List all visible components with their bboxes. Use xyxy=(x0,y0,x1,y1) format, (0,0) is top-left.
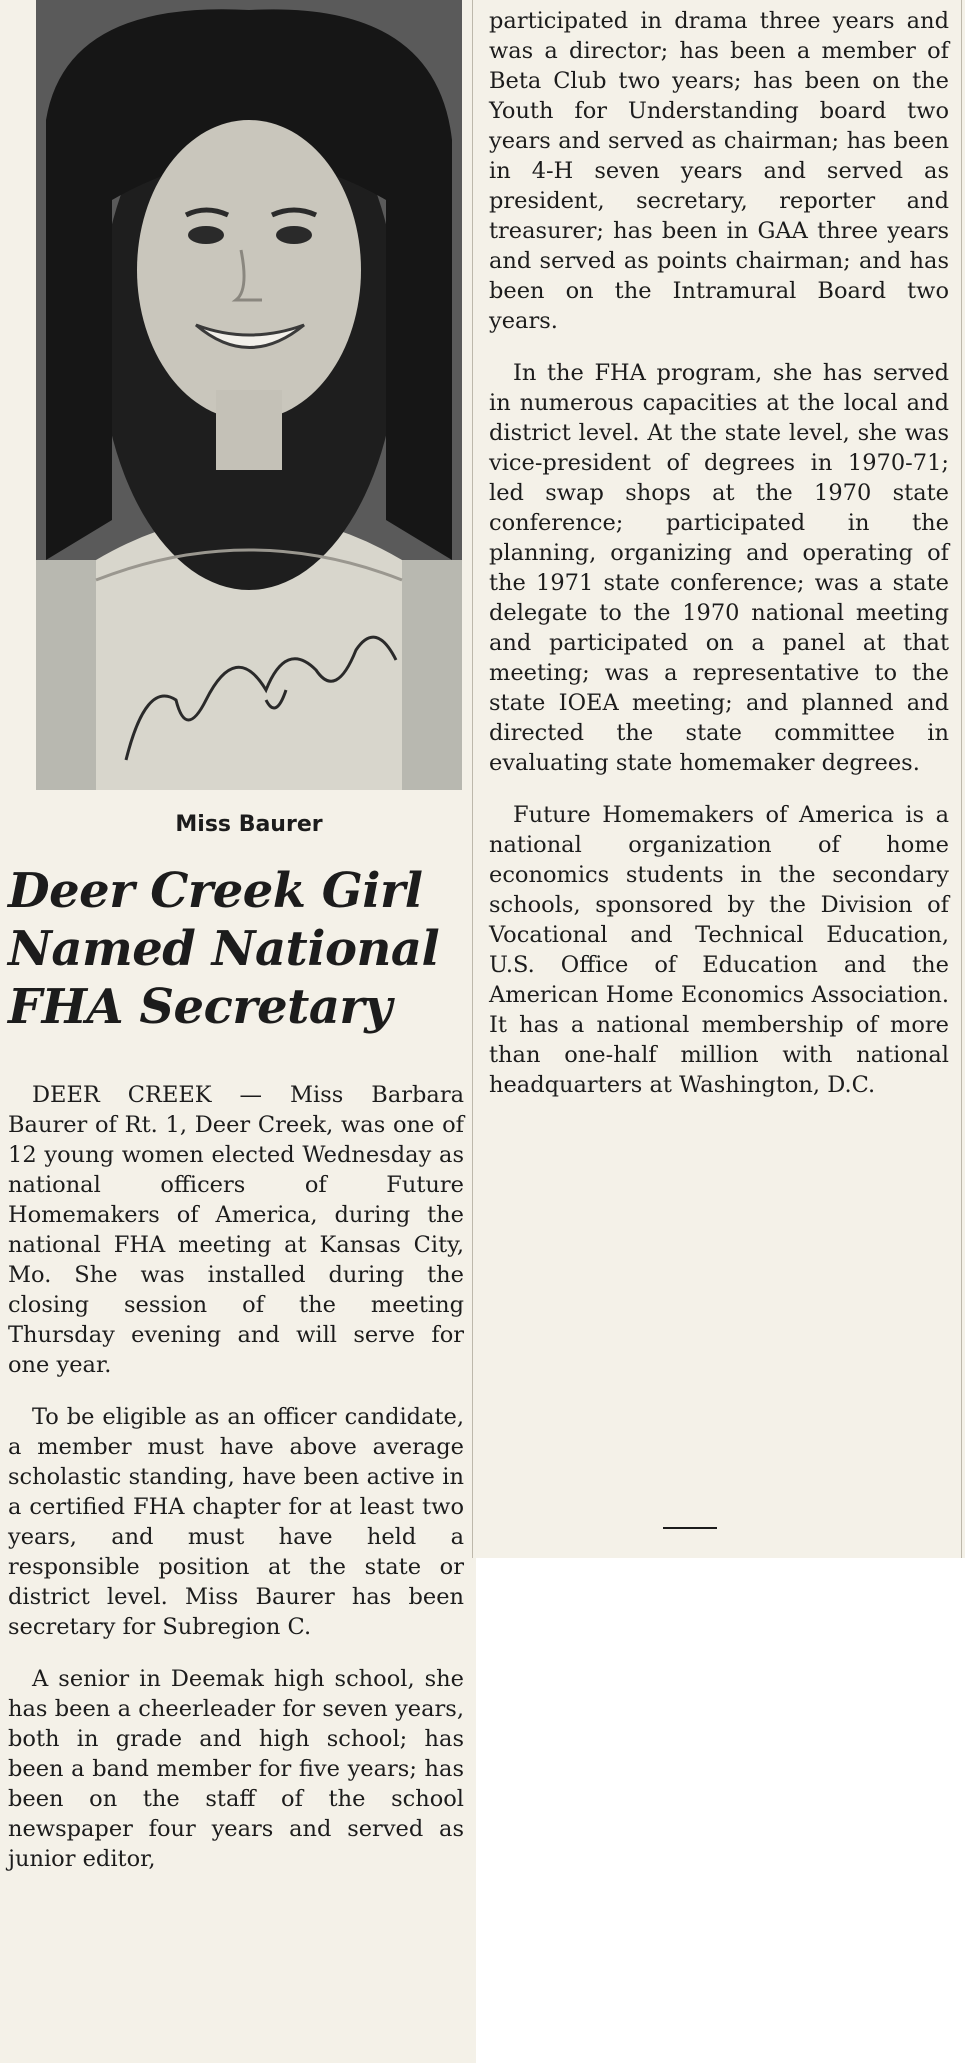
article-headline: Deer Creek Girl Named National FHA Secretary xyxy=(8,863,440,1035)
end-rule xyxy=(663,1527,717,1529)
portrait-image xyxy=(36,0,462,790)
article-body-left xyxy=(8,1080,464,1896)
paragraph: Future Homemakers of America is a national organization of home economics students in the secondary schools, sponsored by the Division of Vocational and Technical Education, U.S. Office of Education and the American Home Economics Association. It has a national membership of more than one-half million with national headquarters at Washington, D.C. xyxy=(489,802,949,1098)
paragraph: To be eligible as an officer candidate, a member must have above average scholastic standing, have been active in a certified FHA chapter for at least two years, and must have held a responsible position at the state or district level. Miss Baurer has been secretary for Subregion C. xyxy=(8,1404,464,1640)
left-column xyxy=(0,0,472,2063)
blank-area xyxy=(476,1558,965,2063)
article-body-right xyxy=(489,6,949,1122)
paragraph: In the FHA program, she has served in numerous capacities at the local and district level. At the state level, she was vice-president of degrees in 1970-71; led swap shops at the 1970 state conference; participated in the planning, organizing and operating of the 1971 state conference; was a state delegate to the 1970 national meeting and participated on a panel at that meeting; was a representative to the state IOEA meeting; and planned and directed the state committee in evaluating state homemaker degrees. xyxy=(489,360,949,776)
paragraph: DEER CREEK — Miss Barbara Baurer of Rt. 1, Deer Creek, was one of 12 young women elected Wednesday as national officers of Future Homemakers of America, during the national FHA meeting at Kansas City, Mo. She was installed during the closing session of the meeting Thursday evening and will serve for one year. xyxy=(8,1082,464,1378)
paragraph: participated in drama three years and was a director; has been a member of Beta Club two years; has been on the Youth for Understanding board two years and served as chairman; has been in 4-H seven years and served as president, secretary, reporter and treasurer; has been in GAA three years and served as points chairman; and has been on the Intramural Board two years. xyxy=(489,8,949,334)
portrait-photo xyxy=(36,0,462,790)
photo-caption: Miss Baurer xyxy=(175,812,323,837)
right-column xyxy=(472,0,962,1558)
paragraph: A senior in Deemak high school, she has been a cheerleader for seven years, both in grade and high school; has been a band member for five years; has been on the staff of the school newspaper four years and served as junior editor, xyxy=(8,1666,464,1872)
